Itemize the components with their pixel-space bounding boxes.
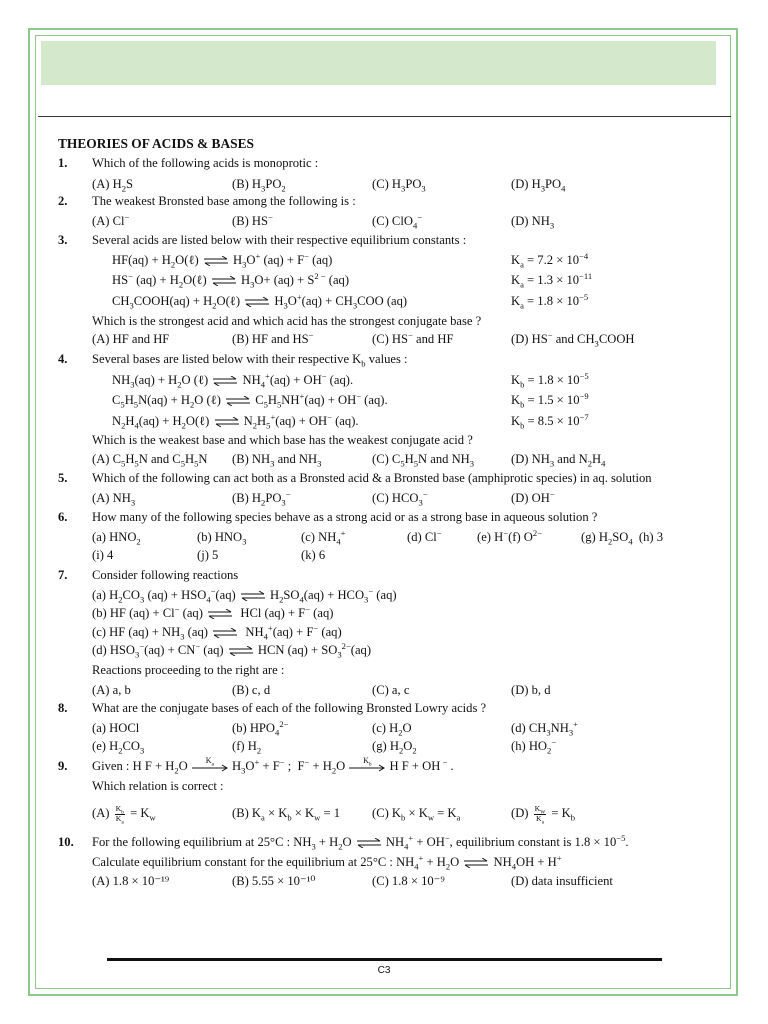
option: (A) Cl− (92, 211, 130, 228)
footer-rule (107, 958, 662, 961)
option: (D) b, d (511, 683, 551, 697)
option: (A) $\frac{K_b}{K_a}$ = $K_w$ (92, 804, 156, 826)
option: (D) $NH_3$ (511, 214, 555, 231)
option: (C) a, c (372, 683, 410, 697)
question-number: 2. (58, 194, 68, 208)
option: (b) $HNO_3$ (197, 530, 247, 547)
reaction-equation: (c) HF $(aq) + NH_3$ (aq) $NH_4^+(aq) + F^-$ (aq) (92, 622, 342, 642)
option: (a) HOCl (92, 721, 140, 735)
option: (C) 1.8 × 10⁻⁹ (372, 874, 445, 888)
option: (c) $NH_4^+$ (301, 527, 346, 547)
option: (h) $HO_2^-$ (511, 736, 557, 756)
reaction-equation: $NH_3(aq) + H_2O$ (ℓ) $NH_4^+(aq) + OH^-$ (aq). (112, 370, 354, 390)
option: (B) $NH_3$ and $NH_3$ (232, 452, 322, 469)
question-number: 5. (58, 471, 68, 485)
option: (e) $H_2CO_3$ (92, 739, 145, 756)
equilibrium-constant: $K_a = 7.2 \times 10^{-4}$ (511, 250, 589, 270)
option: (A) HF and HF (92, 332, 170, 346)
question-number: 8. (58, 701, 68, 715)
option: (k) 6 (301, 548, 326, 562)
question-text: For the following equilibrium at 25°C : $NH_3 + H_2O$ $NH_4^+ + OH^-$, equilibrium constant is $1.8 \times 10^{-5}$. (92, 832, 629, 852)
question-text: Which is the strongest acid and which acid has the strongest conjugate base ? (92, 314, 482, 328)
question-text: Which of the following can act both as a Bronsted acid & a Bronsted base (amphiprotic species) in aq. solution (92, 471, 652, 485)
option: (C) $H_3PO_3$ (372, 177, 426, 194)
option: (B) $K_a \times K_b \times K_w = 1$ (232, 806, 340, 823)
reaction-equation: (d) $HSO_3^-(aq) + CN^-$ (aq) HCN $(aq) + SO_3^{2-}(aq)$ (92, 640, 372, 660)
question-number: 4. (58, 352, 68, 366)
option: (C) $K_b \times K_w = K_a$ (372, 806, 461, 823)
reaction-equation: (b) HF (aq) + Cl− (aq) HCl (aq) + F− (aq) (92, 603, 334, 620)
option: (D) $NH_3$ and $N_2H_4$ (511, 452, 606, 469)
option: (i) 4 (92, 548, 114, 562)
reaction-equation: $CH_3COOH(aq)$ + $H_2O(\ell) H_3O^+(aq) + CH_3COO$ (aq) (112, 291, 408, 311)
question-text: Given : H $F + H_2O$ $K_a$ $H_3O^+ + F^-$ ; $F^- + H_2O$ $K_b$ H F + OH − . (92, 756, 454, 776)
option: (B) HF and HS− (232, 329, 314, 346)
reaction-equation: HS− $(aq) + H_2O(\ell)$ $H_3O+ (aq) + S^{2 -}$ (aq) (112, 270, 350, 290)
option: (A) $NH_3$ (92, 491, 136, 508)
option: (D) $H_3PO_4$ (511, 177, 566, 194)
option: (D) HS− and $CH_3COOH$ (511, 329, 635, 349)
option: (d) Cl− (407, 527, 442, 544)
option: (c) $H_2O$ (372, 721, 412, 738)
question-text: What are the conjugate bases of each of the following Bronsted Lowry acids ? (92, 701, 487, 715)
option: (B) c, d (232, 683, 271, 697)
option: (B) 5.55 × 10⁻¹⁰ (232, 874, 316, 888)
option: (d) $CH_3NH_3^+$ (511, 718, 578, 738)
option: (b) $HPO_4^{2-}$ (232, 718, 289, 738)
option: (C) HS− and HF (372, 329, 454, 346)
section-title: THEORIES OF ACIDS & BASES (58, 136, 254, 151)
page-number: C3 (377, 965, 391, 976)
question-text: The weakest Bronsted base among the following is : (92, 194, 356, 208)
option: (a) $HNO_2$ (92, 530, 141, 547)
question-text: Which relation is correct : (92, 779, 224, 793)
equilibrium-constant: $K_b = 1.8 \times 10^{-5}$ (511, 370, 589, 390)
option: (B) $H_3PO_2$ (232, 177, 286, 194)
question-number: 7. (58, 568, 68, 582)
right-arrow-icon: $K_b$ (348, 762, 386, 772)
question-text: Several bases are listed below with their respective $K_b$ values : (92, 352, 408, 369)
question-text: Consider following reactions (92, 568, 239, 582)
option: (B) HS− (232, 211, 273, 228)
question-number: 3. (58, 233, 68, 247)
reaction-equation: $C_5H_5N(aq) + H_2O$ (ℓ) $C_5H_5NH^+(aq) + OH^-$ (aq). (112, 390, 388, 410)
option: (C) $C_5H_5N$ and $NH_3$ (372, 452, 475, 469)
option: (j) 5 (197, 548, 219, 562)
question-text: Calculate equilibrium constant for the equilibrium at 25°C : $NH_4^+ + H_2O$ $NH_4OH + H^+$ (92, 852, 562, 872)
question-text: Which is the weakest base and which base has the weakest conjugate acid ? (92, 433, 473, 447)
option: (A) 1.8 × 10⁻¹⁹ (92, 874, 170, 888)
reaction-equation: $N_2H_4(aq)$ + $H_2O(\ell) N_2H_5^+(aq) + OH^-$ (aq). (112, 411, 359, 431)
option: (D) OH− (511, 488, 555, 505)
question-number: 10. (58, 835, 74, 849)
option: (g) $H_2O_2$ (372, 739, 417, 756)
right-arrow-icon: $K_a$ (191, 762, 229, 772)
option: (B) $H_2PO_3^-$ (232, 488, 291, 508)
question-text: Several acids are listed below with their respective equilibrium constants : (92, 233, 467, 247)
option: (C) ClO$_4$− (372, 211, 423, 231)
option: (A) $C_5H_5N$ and $C_5H_5N$ (92, 452, 208, 469)
option: (A) $H_2S$ (92, 177, 134, 194)
equilibrium-constant: $K_b = 8.5 \times 10^{-7}$ (511, 411, 589, 431)
equilibrium-constant: $K_a = 1.8 \times 10^{-5}$ (511, 291, 589, 311)
option: (g) $H_2SO_4$ (h) 3 (581, 530, 664, 547)
option: (f) $H_2$ (232, 739, 262, 756)
option: (D) data insufficient (511, 874, 613, 888)
question-text: Reactions proceeding to the right are : (92, 663, 285, 677)
question-number: 9. (58, 759, 68, 773)
option: (A) a, b (92, 683, 131, 697)
option: (C) $HCO_3^-$ (372, 488, 428, 508)
reaction-equation: (a) $H_2CO_3$ $(aq) + HSO_4^-(aq) H_2SO_4(aq) + HCO_3^-$ (aq) (92, 585, 397, 605)
equilibrium-constant: $K_a = 1.3 \times 10^{-11}$ (511, 270, 593, 290)
reaction-equation: $HF(aq) + H_2O(\ell)$ $H_3O^+$ (aq) + F− (aq) (112, 250, 333, 270)
equilibrium-constant: $K_b = 1.5 \times 10^{-9}$ (511, 390, 589, 410)
option: (e) H−(f) $O^{2-}$ (477, 527, 542, 544)
option: (D) $\frac{K_W}{K_a}$ = $K_b$ (511, 804, 576, 826)
question-text: How many of the following species behave as a strong acid or as a strong base in aqueous solution ? (92, 510, 598, 524)
question-number: 1. (58, 156, 68, 170)
question-number: 6. (58, 510, 68, 524)
question-text: Which of the following acids is monoprotic : (92, 156, 319, 170)
